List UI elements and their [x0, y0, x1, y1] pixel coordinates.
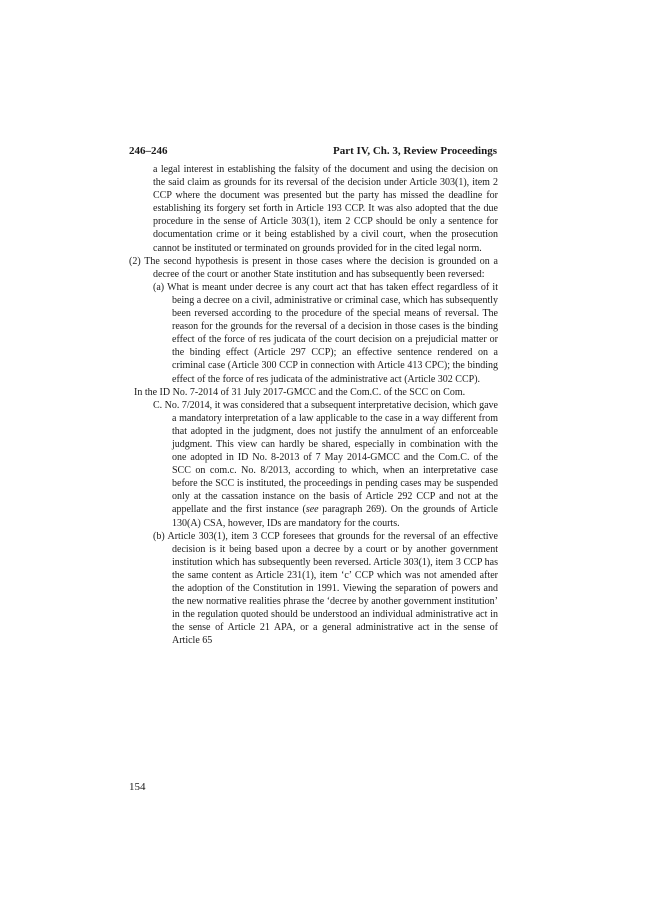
sub-paragraph-c	[120, 399, 498, 530]
paragraph-id-reference: In the ID No. 7-2014 of 31 July 2017-GMCC and the Com.C. of the SCC on Com.	[134, 386, 466, 398]
chapter-title: Part IV, Ch. 3, Review Proceedings	[333, 145, 497, 157]
paragraph-range: 246–246	[129, 145, 168, 157]
paragraph-c-text-2: paragraph 269). On the grounds of Article 130(A) CSA, however, IDs are mandatory for the courts.	[172, 504, 498, 529]
numbered-paragraph-2: (2) The second hypothesis is present in those cases where the decision is grounded on a decree of the court or another State institution and has subsequently been reversed:	[129, 255, 498, 280]
paragraph-continuation: a legal interest in establishing the falsity of the document and using the decision on the said claim as grounds for its reversal of the decision under Article 303(1), item 2 CCP where the document was presented but the party has missed the deadline for establishing its forgery set forth in Article 193 CCP. It was also adopted that the due procedure in the sense of Article 303(1), item 2 CCP should be only a sentence for documentation crime or it being established by a civil court, when the prosecution cannot be instituted or terminated on grounds provided for in the cited legal norm.	[153, 164, 498, 254]
sub-paragraph-b: (b) Article 303(1), item 3 CCP foresees that grounds for the reversal of an effective decision is it being based upon a decree by a court or by another government institution which has subsequently been reversed. Article 303(1), item 3 CCP has the same content as Article 231(1), item ‘c’ CCP which was not amended after the adoption of the Constitution in 1991. Viewing the separation of powers and the new normative realities phrase the ‘decree by another government institution’ in the regulation quoted should be understood an individual administrative act in the sense of Article 21 APA, or a general administrative act in the sense of Article 65	[153, 530, 498, 647]
body-text	[120, 163, 498, 647]
page-number: 154	[129, 781, 146, 793]
sub-paragraph-a: (a) What is meant under decree is any court act that has taken effect regardless of it being a decree on a civil, administrative or criminal case, which has subsequently been reversed according to the procedure of the special means of reversal. The reason for the grounds for the reversal of a decision in those cases is the binding effect of the force of res judicata of the court decision on a prejudicial matter or the binding effect (Article 297 CCP); an effective sentence rendered on a criminal case (Article 300 CCP in connection with Article 413 CPC); the binding effect of the force of res judicata of the administrative act (Article 302 CCP).	[153, 281, 499, 385]
see-reference: see	[305, 504, 319, 516]
paragraph-c-text-1: C. No. 7/2014, it was considered that a subsequent interpretative decision, which gave a mandatory interpretation of a law applicable to the case in a way different from that adopted in the judgment, does not justify the annulment of an enforceable judgment. This view can hardly be shared, especially in combination with the one adopted in ID No. 8-2013 of 7 May 2014-GMCC and the Com.C. of the SCC on com.c. No. 8/2013, according to which, when an interpretative case before the SCC is instituted, the proceedings in pending cases may be suspended only at the cassation instance on the basis of Article 292 CCP and not at the appellate and the first instance (	[153, 399, 498, 516]
